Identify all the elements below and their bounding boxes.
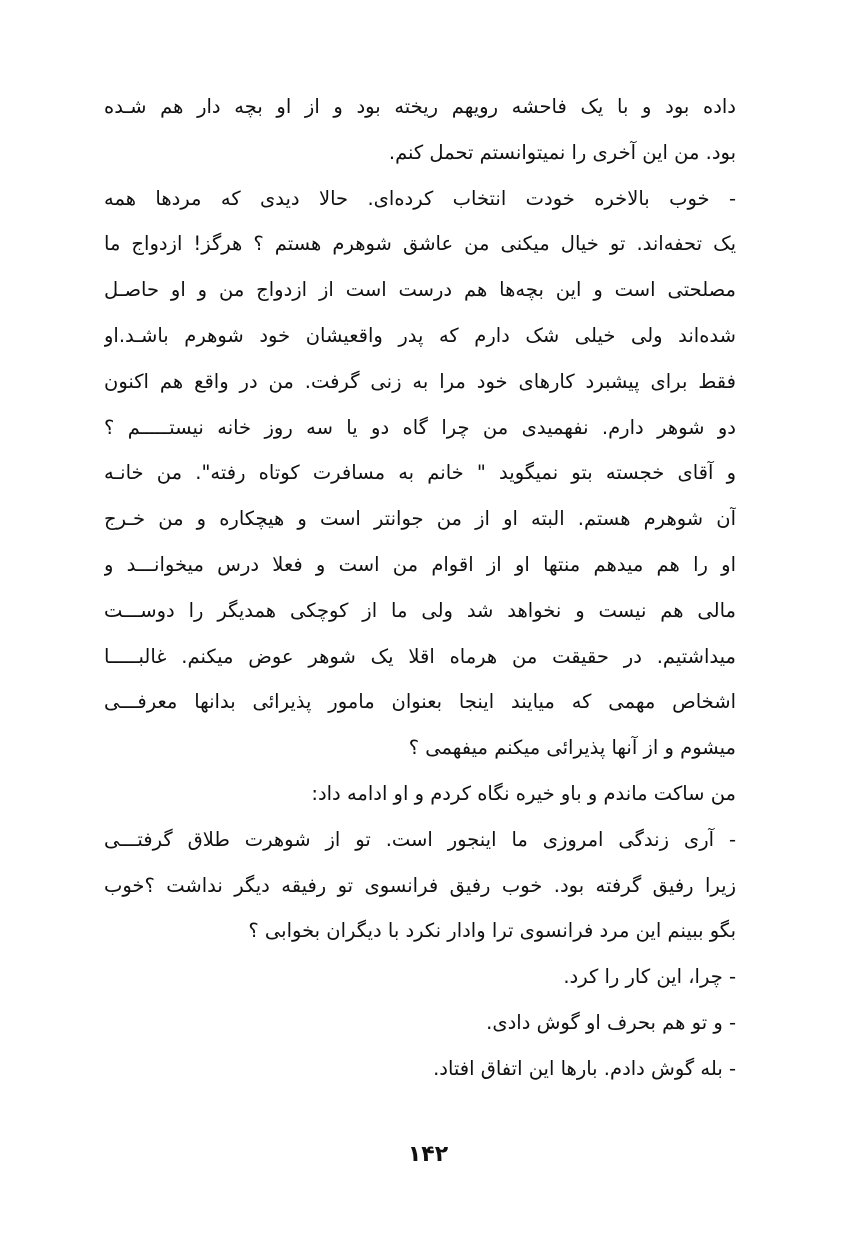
text-line: - بله گوش دادم. بارها این اتفاق افتاد. [433,1056,736,1080]
text-line: اشخاص مهمی که میایند اینجا بعنوان مامور پذیرائی بدانها معرفـــی [104,690,736,714]
text-line: دو شوهر دارم. نفهمیدی من چرا گاه دو یا سه روز خانه نیستـــــم ؟ [104,415,736,439]
text-line: - چرا، این کار را کرد. [563,965,736,989]
page-number: ۱۴۲ [407,1142,449,1167]
body-text [104,84,736,1092]
text-line: آن شوهرم هستم. البته او از من جوانتر است و هیچکاره و من خـرج [104,507,736,531]
text-line: شده‌اند ولی خیلی شک دارم که پدر واقعیشان خود شوهرم باشـد.او [104,323,736,347]
text-line: داده بود و با یک فاحشه رویهم ریخته بود و از او بچه دار هم شـده [104,95,736,118]
text-line: مالی هم نیست و نخواهد شد ولی ما از کوچکی همدیگر را دوســـت [104,598,736,622]
text-line: من ساکت ماندم و باو خیره نگاه کردم و او ادامه داد: [311,781,736,805]
text-line: مصلحتی است و این بچه‌ها هم درست است از ازدواج من و او حاصـل [104,278,736,302]
text-line: یک تحفه‌اند. تو خیال میکنی من عاشق شوهرم هستم ؟ هرگز! ازدواج ما [104,232,736,256]
text-line: زیرا رفیق گرفته بود. خوب رفیق فرانسوی تو رفیقه دیگر نداشت ؟خوب [104,873,736,897]
text-line: او را هم میدهم منتها او از اقوام من است و فعلا درس میخوانـــد و [104,552,736,576]
text-line: میشوم و از آنها پذیرائی میکنم میفهمی ؟ [408,736,736,760]
text-line: بگو ببینم این مرد فرانسوی ترا وادار نکرد با دیگران بخوابی ؟ [248,919,736,943]
text-line: - خوب بالاخره خودت انتخاب کرده‌ای. حالا دیدی که مردها همه [104,186,736,210]
text-line: - آری زندگی امروزی ما اینجور است. تو از شوهرت طلاق گرفتـــی [104,827,736,851]
text-line: و آقای خجسته بتو نمیگوید " خانم به مسافرت کوتاه رفته". من خانـه [104,461,736,485]
text-line: - و تو هم بحرف او گوش دادی. [486,1010,736,1034]
text-line: بود. من این آخری را نمیتوانستم تحمل کنم. [388,140,736,164]
text-line: میداشتیم. در حقیقت من هرماه اقلا یک شوهر عوض میکنم. غالبـــــا [104,644,736,668]
text-line: فقط برای پیشبرد کارهای خود مرا به زنی گرفت. من در واقع هم اکنون [104,369,736,393]
